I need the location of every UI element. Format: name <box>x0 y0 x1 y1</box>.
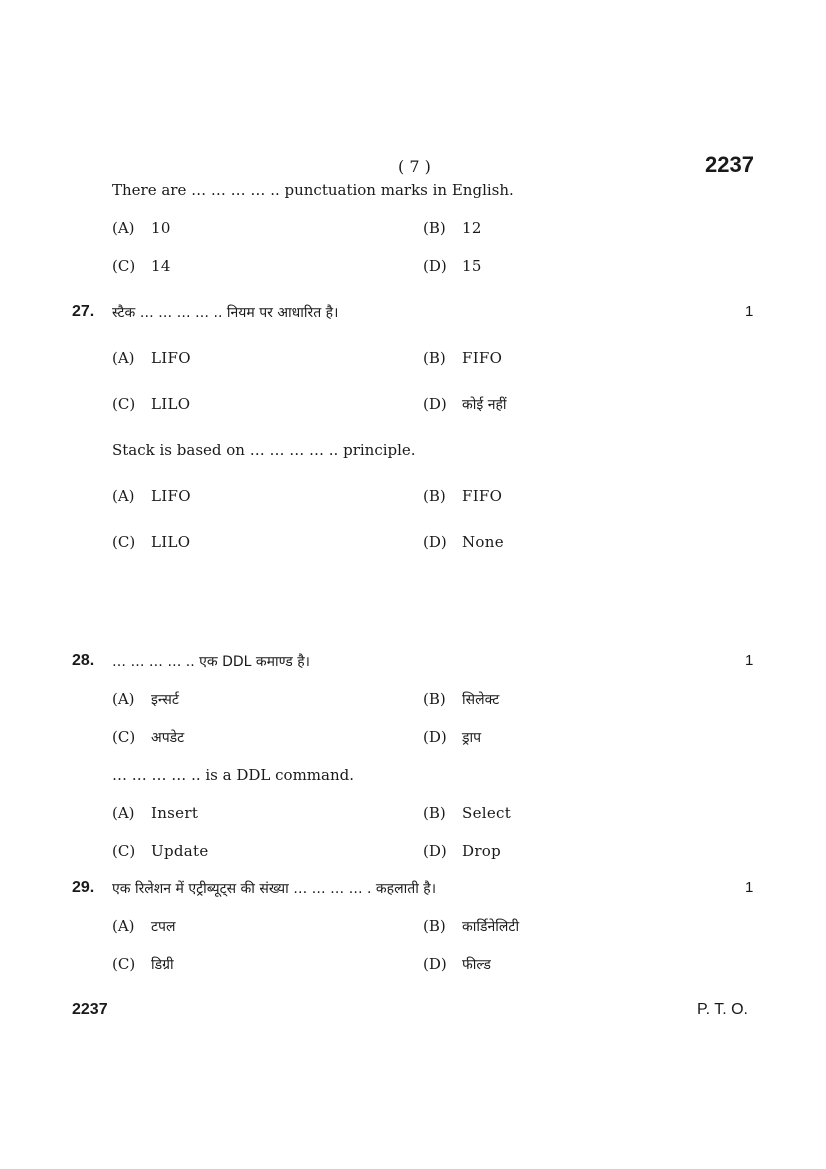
option-text: कोई नहीं <box>462 397 507 413</box>
option-text: 12 <box>462 219 482 237</box>
option-text: Select <box>462 804 512 822</box>
question-number: 27. <box>72 303 95 320</box>
question-marks: 1 <box>745 303 754 320</box>
question-number: 29. <box>72 879 95 896</box>
option-text: ड्राप <box>462 730 482 746</box>
option-label: (D) <box>423 533 447 551</box>
option-label: (C) <box>112 842 136 860</box>
option-text: टपल <box>151 919 176 935</box>
question-marks: 1 <box>745 652 754 669</box>
option-label: (A) <box>112 917 135 935</box>
question-marks: 1 <box>745 879 754 896</box>
option-text: Insert <box>151 804 199 822</box>
option-label: (B) <box>423 349 446 367</box>
question-26-english-text: There are … … … … .. punctuation marks in English. <box>112 181 514 199</box>
option-label: (C) <box>112 257 136 275</box>
option-text: सिलेक्ट <box>462 692 500 708</box>
page-number: ( 7 ) <box>398 157 431 176</box>
option-text: None <box>462 533 504 551</box>
option-label: (B) <box>423 804 446 822</box>
option-label: (D) <box>423 395 447 413</box>
option-text: अपडेट <box>151 730 185 746</box>
question-28-english-text: … … … … .. is a DDL command. <box>112 766 354 784</box>
option-label: (C) <box>112 728 136 746</box>
option-label: (D) <box>423 955 447 973</box>
option-label: (A) <box>112 804 135 822</box>
option-text: कार्डिनेलिटी <box>462 919 520 935</box>
option-label: (C) <box>112 533 136 551</box>
option-label: (D) <box>423 257 447 275</box>
option-label: (A) <box>112 349 135 367</box>
option-label: (C) <box>112 955 136 973</box>
question-27-english-text: Stack is based on … … … … .. principle. <box>112 441 416 459</box>
option-text: इन्सर्ट <box>151 692 179 708</box>
question-28-hindi-text: … … … … .. एक DDL कमाण्ड है। <box>112 654 310 670</box>
option-label: (D) <box>423 842 447 860</box>
option-text: Update <box>151 842 209 860</box>
paper-code-header: 2237 <box>705 152 754 177</box>
option-label: (B) <box>423 219 446 237</box>
option-text: LIFO <box>151 487 191 505</box>
option-label: (A) <box>112 690 135 708</box>
option-label: (C) <box>112 395 136 413</box>
option-label: (B) <box>423 690 446 708</box>
option-text: LIFO <box>151 349 191 367</box>
option-text: LILO <box>151 533 191 551</box>
paper-code-footer: 2237 <box>72 1001 108 1018</box>
question-number: 28. <box>72 652 95 669</box>
option-text: 15 <box>462 257 482 275</box>
option-text: LILO <box>151 395 191 413</box>
option-text: Drop <box>462 842 502 860</box>
question-27-hindi-text: स्टैक … … … … .. नियम पर आधारित है। <box>112 305 339 321</box>
option-label: (A) <box>112 487 135 505</box>
option-text: डिग्री <box>151 957 174 973</box>
pto-label: P. T. O. <box>697 1001 748 1018</box>
option-text: फील्ड <box>462 957 491 973</box>
option-text: FIFO <box>462 487 503 505</box>
option-label: (D) <box>423 728 447 746</box>
option-text: 10 <box>151 219 171 237</box>
option-text: FIFO <box>462 349 503 367</box>
option-label: (B) <box>423 487 446 505</box>
question-29-hindi-text: एक रिलेशन में एट्रीब्यूट्स की संख्या … … … … . कहलाती है। <box>112 881 437 897</box>
option-text: 14 <box>151 257 171 275</box>
option-label: (B) <box>423 917 446 935</box>
option-label: (A) <box>112 219 135 237</box>
